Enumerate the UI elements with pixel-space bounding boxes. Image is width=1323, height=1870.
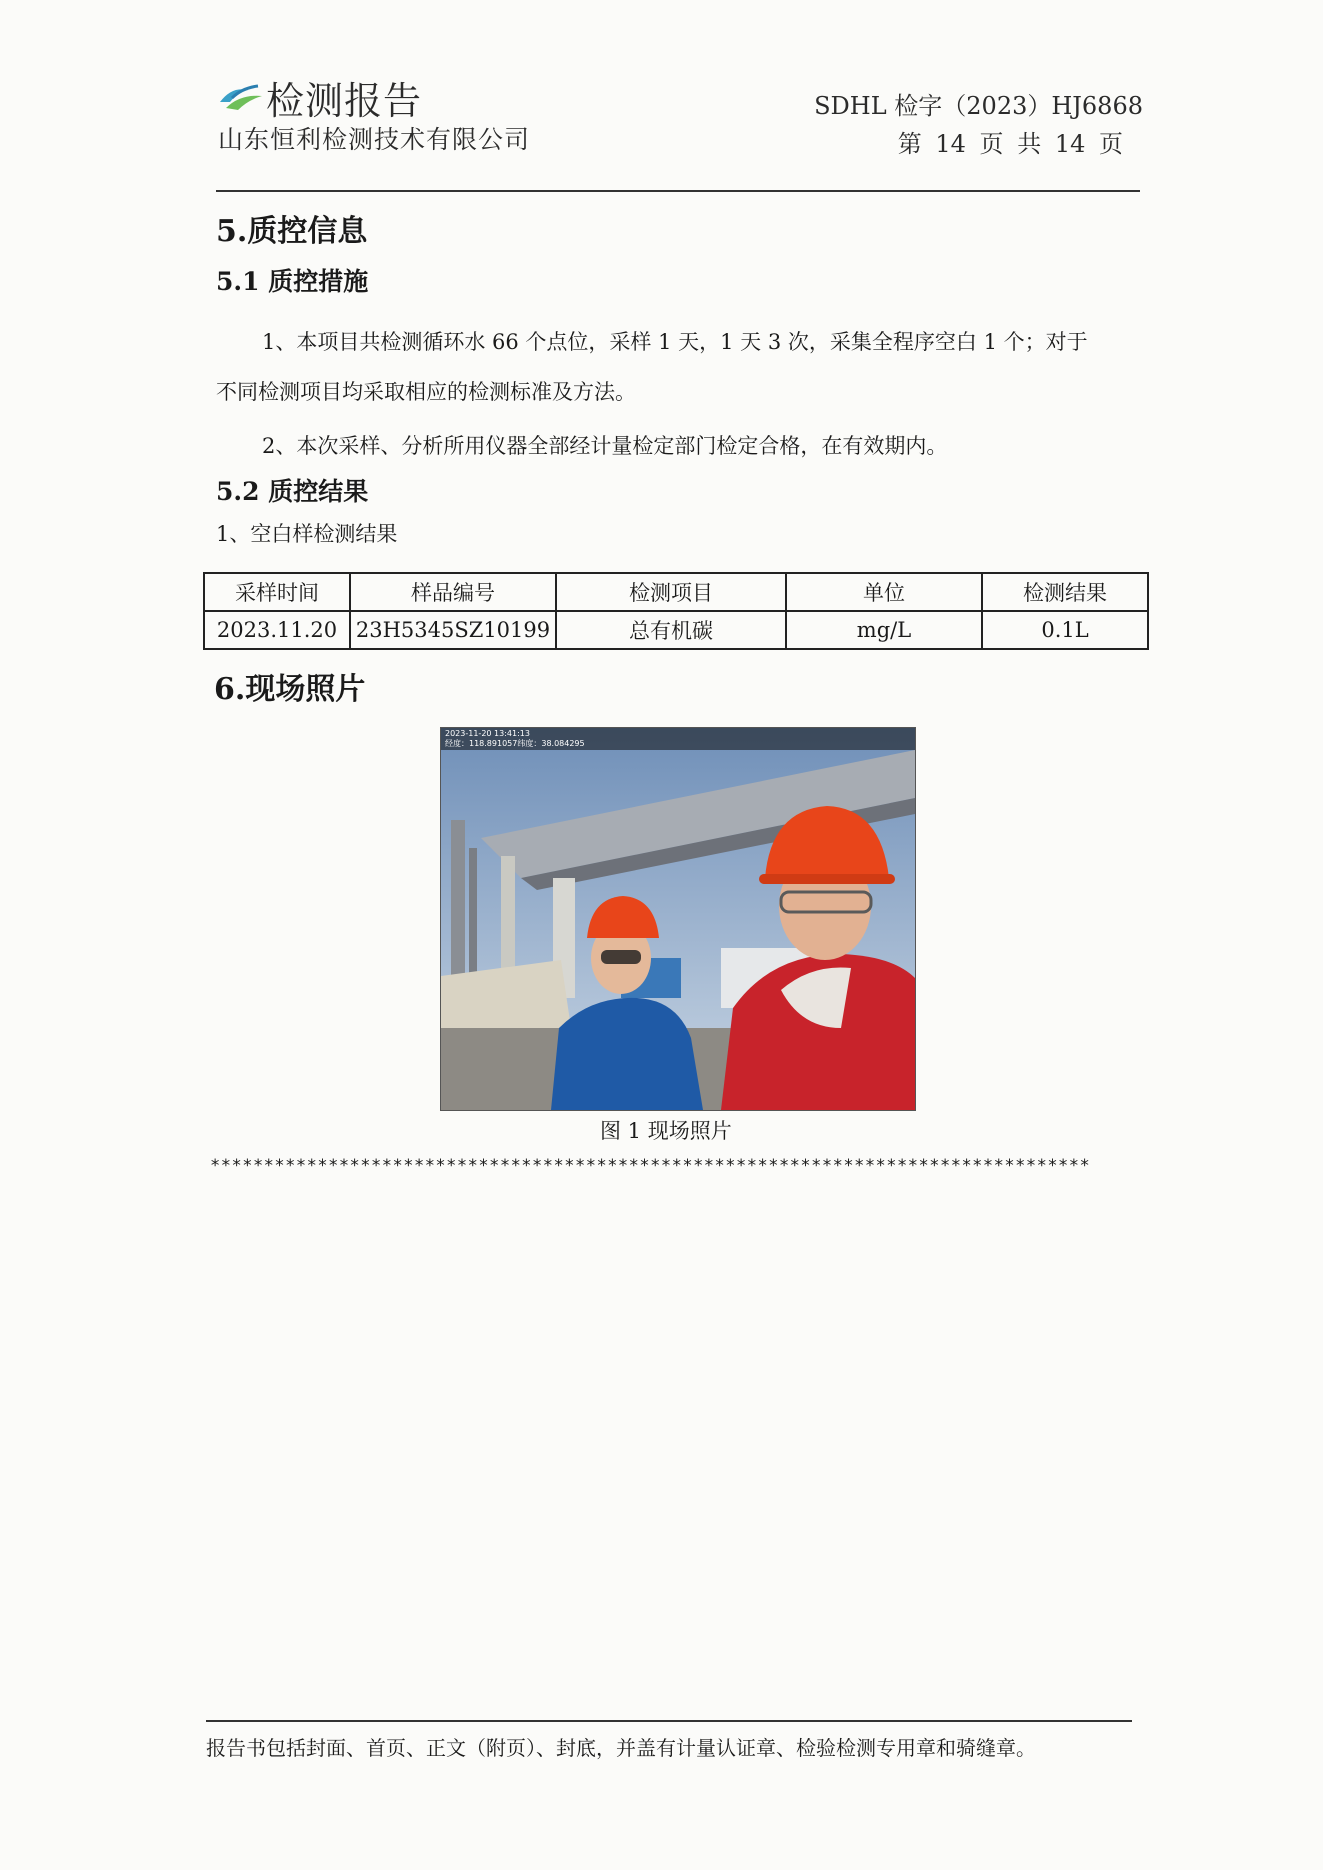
table-cell: 23H5345SZ10199: [350, 611, 556, 649]
section-5-1-title: 5.1 质控措施: [216, 267, 369, 296]
section-6-title: 6.现场照片: [214, 672, 366, 707]
company-logo-icon: [218, 80, 264, 116]
header-logo-row: [218, 70, 422, 125]
report-title: 检测报告: [266, 79, 423, 123]
company-name: 山东恒利检测技术有限公司: [218, 125, 531, 154]
table-header-cell: 检测项目: [556, 573, 786, 611]
table-header-cell: 采样时间: [204, 573, 350, 611]
photo-timestamp: 2023-11-20 13:41:13: [445, 729, 530, 738]
site-photo: [440, 727, 916, 1111]
table-cell: 0.1L: [982, 611, 1148, 649]
photo-coordinates: 经度：118.891057纬度：38.084295: [445, 739, 585, 748]
table-header-row: [204, 573, 1148, 611]
table-header-cell: 单位: [786, 573, 982, 611]
measure-paragraph-2: 2、本次采样、分析所用仪器全部经计量检定部门检定合格，在有效期内。: [262, 434, 948, 458]
page-number: 第 14 页 共 14 页: [897, 130, 1123, 158]
footer-note: 报告书包括封面、首页、正文（附页）、封底，并盖有计量认证章、检验检测专用章和骑缝章。: [206, 1736, 1036, 1760]
section-5-title: 5.质控信息: [216, 214, 368, 249]
blank-sample-table: [203, 572, 1149, 650]
table-header-cell: 样品编号: [350, 573, 556, 611]
table-cell: 总有机碳: [556, 611, 786, 649]
table-row: [204, 611, 1148, 649]
photo-caption: 图 1 现场照片: [600, 1119, 732, 1143]
report-number: SDHL 检字（2023）HJ6868: [814, 92, 1143, 120]
table-cell: mg/L: [786, 611, 982, 649]
section-5-2-title: 5.2 质控结果: [216, 477, 369, 506]
measure-paragraph-1-line-1: 1、本项目共检测循环水 66 个点位，采样 1 天，1 天 3 次，采集全程序空白 1 个；对于: [262, 330, 1088, 354]
header-divider: [216, 190, 1140, 192]
site-photo-illustration: [441, 728, 915, 1110]
table-cell: 2023.11.20: [204, 611, 350, 649]
end-of-report-marker: **********************************************************************************: [210, 1156, 1091, 1176]
table-header-cell: 检测结果: [982, 573, 1148, 611]
measure-paragraph-1-line-2: 不同检测项目均采取相应的检测标准及方法。: [216, 380, 636, 404]
footer-divider: [206, 1720, 1132, 1722]
blank-sample-title: 1、空白样检测结果: [216, 522, 398, 546]
